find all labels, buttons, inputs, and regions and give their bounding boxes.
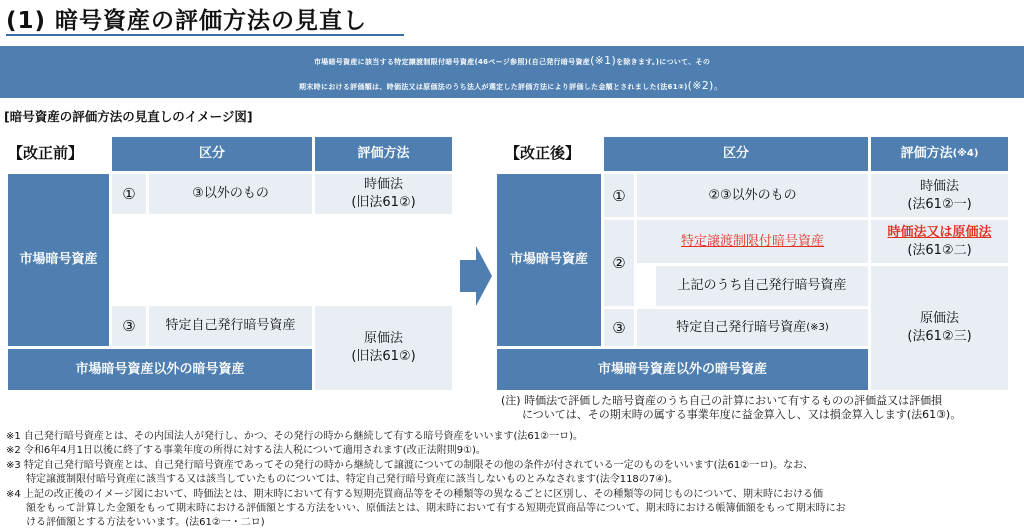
- footnote-4-cont: 額をもって計算した金額をもって期末時における評価額とする方法をいい、原価法とは、期末時において有する短期売買商品等について、期末時における帳簿価額をもって期末時にお: [6, 503, 846, 514]
- before-label: 【改正前】: [8, 144, 84, 162]
- diagram-caption: [暗号資産の評価方法の見直しのイメージ図]: [4, 109, 253, 124]
- after-non-market-crypto: 市場暗号資産以外の暗号資産: [497, 349, 868, 390]
- before-row1-method-ref: (旧法61②): [351, 195, 416, 210]
- before-row3-desc: 特定自己発行暗号資産: [149, 306, 312, 346]
- banner-line1: 市場暗号資産に該当する特定譲渡制限付暗号資産(46ページ参照)(自己発行暗号資産: [313, 58, 591, 66]
- after-row1-method-ref: (法61②一): [907, 196, 972, 212]
- before-market-crypto: 市場暗号資産: [8, 174, 109, 346]
- after-row1-method-name: 時価法: [919, 178, 959, 194]
- after-header-kubun: 区分: [604, 137, 868, 171]
- after-row2-method-name: 時価法又は原価法: [887, 224, 992, 240]
- after-row1-num: ①: [604, 174, 634, 217]
- footnote-3-cont: 特定譲渡制限付暗号資産に該当する又は該当していたものについては、特定自己発行暗号資産に該当しないものとみなされます(法令118の7④)。: [6, 474, 679, 485]
- after-row2-method: [871, 220, 1008, 263]
- after-header-method: [871, 137, 1008, 171]
- after-header-method-note: (※4): [952, 148, 979, 159]
- arrow-right-icon: [460, 246, 492, 306]
- banner-line1-note: (※1): [590, 54, 617, 67]
- before-header-kubun: 区分: [112, 137, 312, 171]
- banner-line2: 期末時における評価額は、時価法又は原価法のうち法人が選定した評価方法により評価した金額とされました(法61②): [299, 83, 688, 91]
- after-label: 【改正後】: [505, 144, 581, 162]
- after-row3-method-name: 原価法: [919, 311, 959, 326]
- after-market-crypto: 市場暗号資産: [497, 174, 601, 346]
- banner-line2-note: (※2)。: [687, 79, 725, 92]
- after-row3-desc-text: 特定自己発行暗号資産: [676, 319, 807, 335]
- summary-banner: [0, 46, 1024, 98]
- after-row2-method-ref: (法61②二): [907, 242, 972, 258]
- footnote-2: ※2 令和6年4月1日以後に終了する事業年度の所得に対する法人税について適用されます(改正法附則9①)。: [6, 445, 486, 456]
- banner-line1-end: を除きます。)について、その: [616, 58, 711, 66]
- after-row3-desc: [637, 309, 868, 346]
- footnote-4: ※4 上記の改正後のイメージ図において、時価法とは、期末時において有する短期売買商品等をその種類等の異なるごとに区別し、その種類等の同じものについて、期末時における価: [6, 489, 824, 500]
- table-note-line1: (注) 時価法で評価した暗号資産のうち自己の計算において有するものの評価益又は評価損: [501, 394, 943, 407]
- before-non-market-crypto: 市場暗号資産以外の暗号資産: [8, 349, 312, 390]
- after-row2-num: ②: [604, 220, 634, 306]
- title-underline: [6, 34, 404, 36]
- page-title: (1) 暗号資産の評価方法の見直し: [6, 8, 368, 34]
- after-row2-desc-a: [637, 220, 868, 263]
- before-row1-num: ①: [112, 174, 146, 214]
- after-header-method-text: 評価方法: [900, 146, 953, 161]
- after-row3-method: [871, 266, 1008, 390]
- after-row3-method-ref: (法61②三): [907, 329, 972, 344]
- after-row2-desc-a-text: 特定譲渡制限付暗号資産: [680, 233, 824, 249]
- before-header-method: 評価方法: [315, 137, 452, 171]
- before-row1-method-name: 時価法: [363, 177, 403, 192]
- before-row3-method-ref: (旧法61②): [351, 349, 416, 364]
- before-row3-method: [315, 306, 452, 390]
- footnote-1: ※1 自己発行暗号資産とは、その内国法人が発行し、かつ、その発行の時から継続して有する暗号資産をいいます(法61②一ロ)。: [6, 431, 584, 442]
- footnote-3: ※3 特定自己発行暗号資産とは、自己発行暗号資産であってその発行の時から継続して譲渡についての制限その他の条件が付されている一定のものをいいます(法61②一ロ)。なお、: [6, 460, 814, 471]
- after-row3-desc-note: (※3): [806, 321, 829, 333]
- after-row1-desc: ②③以外のもの: [637, 174, 868, 217]
- after-row3-num: ③: [604, 309, 634, 346]
- after-row2-desc-b: 上記のうち自己発行暗号資産: [656, 266, 868, 306]
- before-row1-method: [315, 174, 452, 214]
- after-row1-method: [871, 174, 1008, 217]
- footnote-4-cont2: ける評価額とする方法をいいます。(法61②一・二ロ): [6, 517, 265, 528]
- before-row3-method-name: 原価法: [363, 331, 403, 346]
- table-note-line2: については、その期末時の属する事業年度に益金算入し、又は損金算入します(法61③)。: [522, 408, 962, 421]
- before-row1-desc: ③以外のもの: [149, 174, 312, 214]
- before-row3-num: ③: [112, 306, 146, 346]
